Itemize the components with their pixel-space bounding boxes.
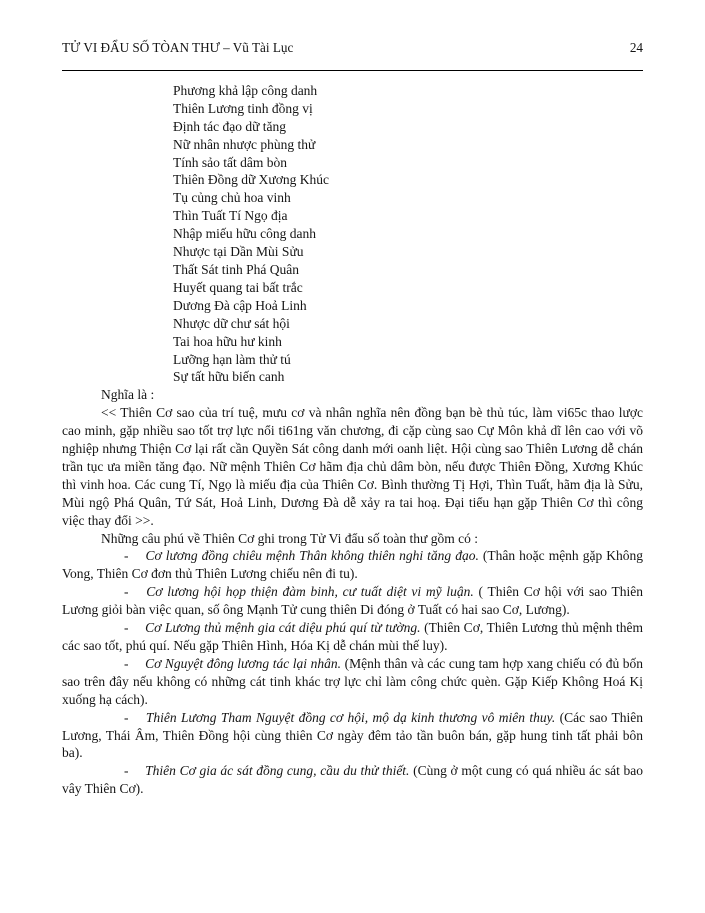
phu-explanation: (Mệnh thân và các cung tam hợp xang chiếu có đủ bốn sao trên đây nếu không có những cát tinh khác trợ lực chỉ làm công chức quèn. Gặp Kiếp Không Hoá Kị xuống hạ cách). — [62, 655, 644, 707]
phu-phrase: Cơ lương hội họp thiện đàm binh, cư tuất diệt vi mỹ luận. — [146, 584, 474, 600]
verse-line: Tai hoa hữu hư kinh — [173, 333, 282, 349]
verse-line: Nữ nhân nhược phùng thử — [173, 136, 316, 152]
verse-line: Thìn Tuất Tí Ngọ địa — [173, 208, 288, 224]
phu-explanation: (Cùng ở một cung có quá nhiều ác sát bao vây Thiên Cơ). — [62, 763, 643, 797]
phu-dash: - — [124, 655, 129, 671]
phu-phrase: Cơ lương đồng chiêu mệnh Thân không thiên nghi tăng đạo. — [145, 548, 479, 564]
header-rule — [62, 70, 643, 71]
verse-line: Thiên Đồng dữ Xương Khúc — [173, 172, 330, 188]
phu-list — [62, 547, 643, 798]
phu-item — [62, 547, 643, 583]
verse-line: Nhược tại Dần Mùi Sửu — [173, 244, 304, 260]
verse-line: Thất Sát tinh Phá Quân — [173, 261, 299, 277]
verse-line: Sự tất hữu biến canh — [173, 369, 285, 385]
phu-dash: - — [124, 584, 129, 600]
phu-item — [62, 709, 643, 763]
phu-item — [62, 619, 643, 655]
verse-line: Nhược dữ chư sát hội — [173, 315, 290, 331]
phu-explanation: (Thiên Cơ, Thiên Lương thủ mệnh thêm các sao tốt, phú quí. Nếu gặp Thiên Hình, Hóa Kị dễ chán mùi thế luy). — [62, 620, 644, 653]
intro-paragraph: Những câu phú về Thiên Cơ ghi trong Tử Vi đẩu số toàn thư gồm có : — [101, 530, 478, 546]
page-header — [62, 39, 643, 57]
verse-line: Nhập miếu hữu công danh — [173, 226, 317, 242]
phu-item — [62, 762, 643, 798]
verse-line: Phương khả lập công danh — [173, 82, 318, 98]
phu-item — [62, 655, 643, 709]
meaning-paragraph: << Thiên Cơ sao của trí tuệ, mưu cơ và nhân nghĩa nên đồng bạn bè thủ túc, làm vi65c thao lược cao minh, gặp nhiều sao tốt trợ lực nổi ti61ng văn chương, đi cặp cùng sao Cự Môn khả dĩ lên cao với võ nghiệp nhưng Thiện Cơ lại rất cần Quyền Sát công danh mới oanh liệt. Hội cùng sao Thiên Lương dễ chán trần tục ưa miền tăng đạo. Nữ mệnh Thiên Cơ hãm địa chủ dâm bòn, nếu được Thiên Đồng, Xương Khúc thì vinh hoa. Các cung Tí, Ngọ là miếu địa của Thiên Cơ. Bình thường Tị Hợi, Thìn Tuất, hãm địa là Sửu, Mùi ngộ Phá Quân, Tứ Sát, Hoả Linh, Dương Đà dễ xảy ra tai hoạ. Đại tiểu hạn gặp Thiên Cơ thì công việc thay đổi >>. — [62, 405, 643, 528]
verse-block — [173, 82, 643, 386]
phu-phrase: Cơ Lương thủ mệnh gia cát diệu phú quí từ tường. — [145, 620, 421, 636]
phu-phrase: Thiên Lương Tham Nguyệt đồng cơ hội, mộ dạ kinh thương vô miên thuy. — [145, 709, 556, 725]
phu-dash: - — [124, 763, 129, 779]
verse-line: Tính sảo tất dâm bòn — [173, 154, 287, 170]
phu-dash: - — [124, 620, 129, 636]
phu-phrase: Thiên Cơ gia ác sát đồng cung, cầu du thử thiết. — [145, 763, 410, 779]
verse-line: Dương Đà cập Hoả Linh — [173, 297, 307, 313]
phu-phrase: Cơ Nguyệt đông lương tác lại nhân. — [145, 655, 341, 671]
meaning-label-paragraph: Nghĩa là : — [101, 387, 155, 403]
phu-dash: - — [124, 709, 129, 725]
page-number: 24 — [629, 40, 643, 55]
verse-line: Định tác đạo dữ tăng — [173, 118, 287, 134]
verse-line: Thiên Lương tinh đồng vị — [173, 100, 313, 116]
verse-line: Tụ củng chủ hoa vinh — [173, 190, 291, 206]
phu-item — [62, 583, 643, 619]
phu-explanation: (Thân hoặc mệnh gặp Không Vong, Thiên Cơ đơn thủ Thiên Lương chiếu nên đi tu). — [62, 548, 644, 582]
phu-dash: - — [124, 548, 129, 564]
book-title: TỬ VI ĐẨU SỐ TÒAN THƯ – Vũ Tài Lục — [62, 40, 294, 55]
phu-explanation: ( Thiên Cơ hội với sao Thiên Lương giỏi bàn việc quan, số ông Mạnh Tử cung thiên Di đóng ở Tuất có hai sao Cơ, Lương). — [62, 584, 644, 618]
phu-explanation: (Các sao Thiên Lương, Thái Âm, Thiên Đồng hội cùng thiên Cơ ngày đêm tảo tần buôn bán, gặp hung tinh tất phải bôn ba). — [62, 709, 644, 761]
verse-line: Lưỡng hạn làm thử tú — [173, 351, 291, 367]
verse-line: Huyết quang tai bất trắc — [173, 279, 303, 295]
